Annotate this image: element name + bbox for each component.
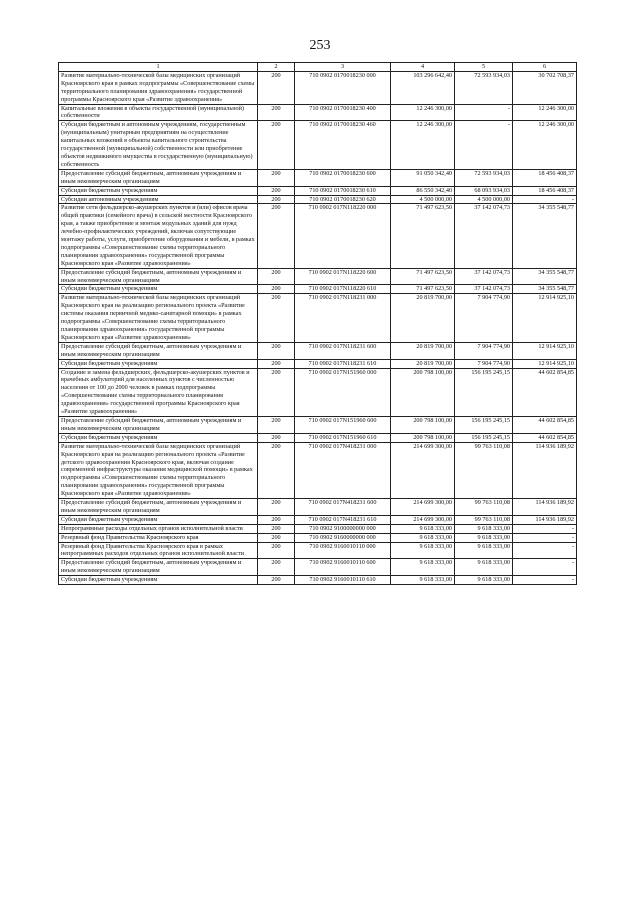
row-total-cell: 9 618 333,00 — [391, 524, 455, 533]
row-classification-cell: 710 0902 017N118231 610 — [295, 359, 391, 368]
table-row — [59, 71, 577, 104]
row-code-cell: 200 — [258, 285, 295, 294]
row-sum2-cell: 44 602 854,85 — [513, 416, 577, 433]
row-total-cell: 12 246 300,00 — [391, 121, 455, 169]
row-sum2-cell: 12 914 925,10 — [513, 359, 577, 368]
row-sum1-cell: 37 142 074,73 — [455, 268, 513, 285]
row-sum1-cell: 7 904 774,90 — [455, 342, 513, 359]
row-name-cell: Предоставление субсидий бюджетным, автономным учреждениям и иным некоммерческим организациям — [59, 342, 258, 359]
row-sum2-cell: 44 602 854,85 — [513, 433, 577, 442]
row-code-cell: 200 — [258, 533, 295, 542]
row-name-cell: Субсидии бюджетным учреждениям — [59, 576, 258, 585]
page-number: 253 — [309, 38, 331, 53]
row-code-cell: 200 — [258, 169, 295, 186]
table-row — [59, 204, 577, 268]
table-row — [59, 433, 577, 442]
row-name-cell: Предоставление субсидий бюджетным, автономным учреждениям и иным некоммерческим организациям — [59, 499, 258, 516]
row-name-cell: Капитальные вложения в объекты государственной (муниципальной) собственности — [59, 104, 258, 121]
row-total-cell: 200 798 100,00 — [391, 368, 455, 416]
row-sum1-cell: 7 904 774,90 — [455, 294, 513, 342]
budget-table — [58, 62, 577, 585]
row-sum1-cell: 99 763 110,08 — [455, 515, 513, 524]
row-classification-cell: 710 0902 017N118220 610 — [295, 285, 391, 294]
column-header: 4 — [391, 63, 455, 72]
row-name-cell: Резервный фонд Правительства Красноярского края в рамках непрограммных расходов отдельных органов исполнительной власти — [59, 542, 258, 559]
row-sum2-cell: 34 355 548,77 — [513, 204, 577, 268]
row-total-cell: 9 618 333,00 — [391, 533, 455, 542]
row-sum2-cell: 114 936 189,92 — [513, 499, 577, 516]
row-total-cell: 214 699 300,00 — [391, 515, 455, 524]
row-sum1-cell: 9 618 333,00 — [455, 576, 513, 585]
row-classification-cell: 710 0902 017N151960 000 — [295, 368, 391, 416]
row-name-cell: Субсидии бюджетным учреждениям — [59, 285, 258, 294]
row-code-cell: 200 — [258, 104, 295, 121]
row-sum1-cell: - — [455, 121, 513, 169]
table-row — [59, 121, 577, 169]
row-total-cell: 20 819 700,00 — [391, 359, 455, 368]
row-classification-cell: 710 0902 0170018230 400 — [295, 104, 391, 121]
row-classification-cell: 710 0902 0170018230 610 — [295, 186, 391, 195]
row-name-cell: Развитие сети фельдшерско-акушерских пунктов и (или) офисов врача общей практики (семейного врача) в сельской местности Красноярского края, а также приобретение и монтаж модульных зданий для нужд лечебно-профилактических учреждений, включая сопутствующие монтажу работы, услуги, приобретение оборудования и мебели, в рамках подпрограммы «Совершенствование схемы территориального планирования здравоохранения» государственной программы Красноярского края «Развитие здравоохранения» — [59, 204, 258, 268]
row-code-cell: 200 — [258, 442, 295, 498]
row-classification-cell: 710 0902 017N418231 610 — [295, 515, 391, 524]
row-code-cell: 200 — [258, 342, 295, 359]
row-sum2-cell: 34 355 548,77 — [513, 285, 577, 294]
row-sum1-cell: 4 500 000,00 — [455, 195, 513, 204]
row-sum2-cell: 12 246 300,00 — [513, 121, 577, 169]
row-sum2-cell: 12 914 925,10 — [513, 294, 577, 342]
row-total-cell: 9 618 333,00 — [391, 542, 455, 559]
row-classification-cell: 710 0902 017N151960 610 — [295, 433, 391, 442]
row-sum1-cell: 72 593 934,03 — [455, 71, 513, 104]
column-header: 1 — [59, 63, 258, 72]
row-classification-cell: 710 0902 0170018230 460 — [295, 121, 391, 169]
row-name-cell: Резервный фонд Правительства Красноярского края — [59, 533, 258, 542]
row-classification-cell: 710 0902 017N418231 600 — [295, 499, 391, 516]
table-row — [59, 368, 577, 416]
row-name-cell: Создание и замена фельдшерских, фельдшерско-акушерских пунктов и врачебных амбулаторий для населенных пунктов с численностью населения от 100 до 2000 человек в рамках подпрограммы «Совершенствование схемы территориального планирования здравоохранения» государственной программы Красноярского края «Развитие здравоохранения» — [59, 368, 258, 416]
row-sum1-cell: 68 093 934,03 — [455, 186, 513, 195]
row-total-cell: 71 497 623,50 — [391, 204, 455, 268]
row-code-cell: 200 — [258, 195, 295, 204]
row-name-cell: Субсидии бюджетным учреждениям — [59, 433, 258, 442]
row-code-cell: 200 — [258, 186, 295, 195]
row-name-cell: Развитие материально-технической базы медицинских организаций Красноярского края на реализацию регионального проекта «Развитие детского здравоохранения Красноярского края, включая создание современной инфраструктуры оказания медицинской помощи» в рамках подпрограммы «Совершенствование схемы территориального планирования здравоохранения» государственной программы Красноярского края «Развитие здравоохранения» — [59, 442, 258, 498]
row-sum2-cell: 18 456 408,37 — [513, 169, 577, 186]
row-total-cell: 9 618 333,00 — [391, 559, 455, 576]
row-classification-cell: 710 0902 0170018230 600 — [295, 169, 391, 186]
row-code-cell: 200 — [258, 121, 295, 169]
row-code-cell: 200 — [258, 542, 295, 559]
table-row — [59, 442, 577, 498]
row-code-cell: 200 — [258, 368, 295, 416]
column-header: 3 — [295, 63, 391, 72]
row-sum2-cell: - — [513, 542, 577, 559]
row-sum2-cell: 12 246 300,00 — [513, 104, 577, 121]
row-code-cell: 200 — [258, 416, 295, 433]
row-sum2-cell: - — [513, 559, 577, 576]
table-row — [59, 515, 577, 524]
row-code-cell: 200 — [258, 294, 295, 342]
row-sum2-cell: 114 936 189,92 — [513, 442, 577, 498]
row-name-cell: Предоставление субсидий бюджетным, автономным учреждениям и иным некоммерческим организациям — [59, 559, 258, 576]
row-total-cell: 12 246 300,00 — [391, 104, 455, 121]
row-name-cell: Развитие материально-технической базы медицинских организаций Красноярского края в рамках подпрограммы «Совершенствование схемы территориального планирования здравоохранения» государственной программы Красноярского края «Развитие здравоохранения» — [59, 71, 258, 104]
row-classification-cell: 710 0902 9100000000 000 — [295, 524, 391, 533]
table-row — [59, 576, 577, 585]
row-sum1-cell: 156 195 245,15 — [455, 433, 513, 442]
row-total-cell: 71 497 623,50 — [391, 285, 455, 294]
table-row — [59, 533, 577, 542]
row-classification-cell: 710 0902 017N118231 000 — [295, 294, 391, 342]
row-sum1-cell: 72 593 934,03 — [455, 169, 513, 186]
row-sum1-cell: 37 142 074,73 — [455, 285, 513, 294]
column-header: 5 — [455, 63, 513, 72]
row-sum1-cell: 9 618 333,00 — [455, 542, 513, 559]
row-sum2-cell: - — [513, 524, 577, 533]
row-total-cell: 214 699 300,00 — [391, 442, 455, 498]
row-total-cell: 71 497 623,50 — [391, 268, 455, 285]
row-code-cell: 200 — [258, 559, 295, 576]
row-code-cell: 200 — [258, 359, 295, 368]
row-code-cell: 200 — [258, 268, 295, 285]
row-total-cell: 214 699 300,00 — [391, 499, 455, 516]
row-name-cell: Непрограммные расходы отдельных органов исполнительной власти — [59, 524, 258, 533]
table-row — [59, 524, 577, 533]
row-name-cell: Субсидии бюджетным учреждениям — [59, 186, 258, 195]
row-classification-cell: 710 0902 9160000000 000 — [295, 533, 391, 542]
row-sum2-cell: 12 914 925,10 — [513, 342, 577, 359]
row-name-cell: Предоставление субсидий бюджетным, автономным учреждениям и иным некоммерческим организациям — [59, 268, 258, 285]
row-total-cell: 103 296 642,40 — [391, 71, 455, 104]
row-sum1-cell: 37 142 074,73 — [455, 204, 513, 268]
row-code-cell: 200 — [258, 433, 295, 442]
table-header-row — [59, 63, 577, 72]
table-row — [59, 499, 577, 516]
row-classification-cell: 710 0902 0170018230 620 — [295, 195, 391, 204]
row-total-cell: 9 618 333,00 — [391, 576, 455, 585]
row-classification-cell: 710 0902 9160010110 000 — [295, 542, 391, 559]
row-sum2-cell: - — [513, 576, 577, 585]
table-row — [59, 169, 577, 186]
row-sum2-cell: 18 456 408,37 — [513, 186, 577, 195]
row-total-cell: 20 819 700,00 — [391, 342, 455, 359]
row-total-cell: 20 819 700,00 — [391, 294, 455, 342]
row-classification-cell: 710 0902 017N118231 600 — [295, 342, 391, 359]
row-sum1-cell: 7 904 774,90 — [455, 359, 513, 368]
row-classification-cell: 710 0902 9160010110 600 — [295, 559, 391, 576]
row-code-cell: 200 — [258, 576, 295, 585]
row-name-cell: Развитие материально-технической базы медицинских организаций Красноярского края на реализацию регионального проекта «Развитие системы оказания первичной медико-санитарной помощи» в рамках подпрограммы «Совершенствование схемы территориального планирования здравоохранения» государственной программы Красноярского края «Развитие здравоохранения» — [59, 294, 258, 342]
row-code-cell: 200 — [258, 71, 295, 104]
column-header: 2 — [258, 63, 295, 72]
row-sum1-cell: 156 195 245,15 — [455, 416, 513, 433]
row-sum2-cell: 44 602 854,85 — [513, 368, 577, 416]
table-row — [59, 104, 577, 121]
table-row — [59, 195, 577, 204]
table-row — [59, 268, 577, 285]
row-code-cell: 200 — [258, 499, 295, 516]
row-sum2-cell: 114 936 189,92 — [513, 515, 577, 524]
row-name-cell: Предоставление субсидий бюджетным, автономным учреждениям и иным некоммерческим организациям — [59, 169, 258, 186]
row-name-cell: Субсидии бюджетным и автономным учреждениям, государственным (муниципальным) унитарным предприятиям на осуществление капитальных вложений в объекты капитального строительства государственной (муниципальной) собственности или приобретение объектов недвижимого имущества в государственную (муниципальную) собственность — [59, 121, 258, 169]
table-row — [59, 542, 577, 559]
row-name-cell: Предоставление субсидий бюджетным, автономным учреждениям и иным некоммерческим организациям — [59, 416, 258, 433]
table-row — [59, 359, 577, 368]
row-sum1-cell: 9 618 333,00 — [455, 559, 513, 576]
table-row — [59, 186, 577, 195]
row-classification-cell: 710 0902 017N418231 000 — [295, 442, 391, 498]
row-total-cell: 4 500 000,00 — [391, 195, 455, 204]
table-row — [59, 285, 577, 294]
row-sum2-cell: 34 355 548,77 — [513, 268, 577, 285]
row-sum1-cell: 9 618 333,00 — [455, 533, 513, 542]
row-name-cell: Субсидии бюджетным учреждениям — [59, 515, 258, 524]
row-classification-cell: 710 0902 9160010110 610 — [295, 576, 391, 585]
column-header: 6 — [513, 63, 577, 72]
row-code-cell: 200 — [258, 204, 295, 268]
row-classification-cell: 710 0902 017N118220 000 — [295, 204, 391, 268]
row-sum1-cell: 99 763 110,08 — [455, 442, 513, 498]
row-name-cell: Субсидии автономным учреждениям — [59, 195, 258, 204]
row-sum1-cell: 99 763 110,08 — [455, 499, 513, 516]
row-classification-cell: 710 0902 017N151960 600 — [295, 416, 391, 433]
row-name-cell: Субсидии бюджетным учреждениям — [59, 359, 258, 368]
table-row — [59, 416, 577, 433]
row-total-cell: 86 550 342,40 — [391, 186, 455, 195]
row-sum2-cell: - — [513, 195, 577, 204]
row-classification-cell: 710 0902 0170018230 000 — [295, 71, 391, 104]
row-total-cell: 200 798 100,00 — [391, 416, 455, 433]
row-total-cell: 91 050 342,40 — [391, 169, 455, 186]
table-row — [59, 559, 577, 576]
row-code-cell: 200 — [258, 524, 295, 533]
table-body — [59, 71, 577, 584]
row-sum1-cell: 156 195 245,15 — [455, 368, 513, 416]
row-classification-cell: 710 0902 017N118220 600 — [295, 268, 391, 285]
row-sum2-cell: 30 702 708,37 — [513, 71, 577, 104]
row-sum1-cell: 9 618 333,00 — [455, 524, 513, 533]
table-row — [59, 342, 577, 359]
row-code-cell: 200 — [258, 515, 295, 524]
table-row — [59, 294, 577, 342]
row-sum1-cell: - — [455, 104, 513, 121]
row-total-cell: 200 798 100,00 — [391, 433, 455, 442]
row-sum2-cell: - — [513, 533, 577, 542]
